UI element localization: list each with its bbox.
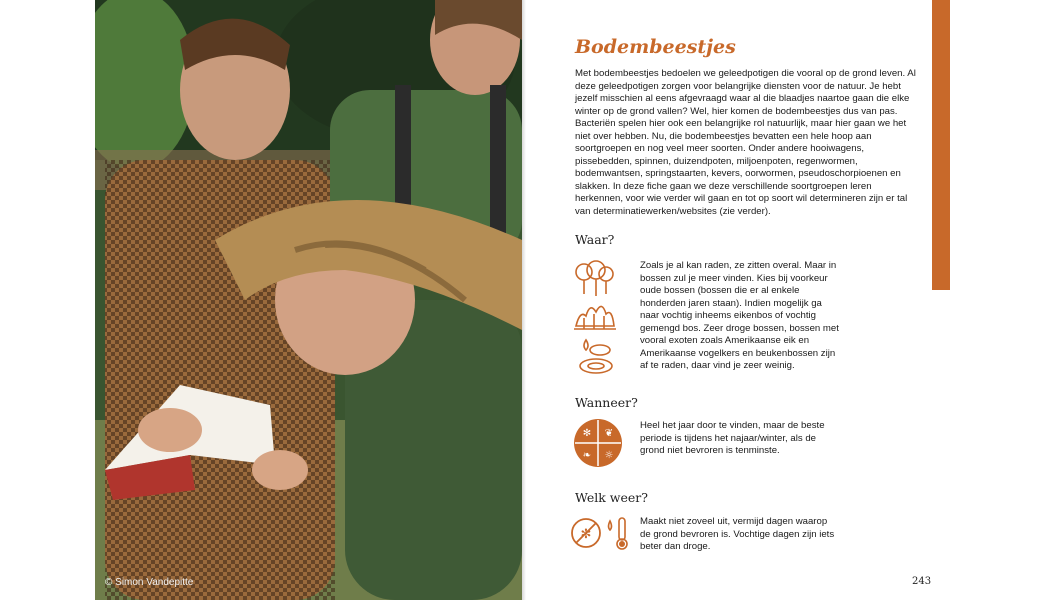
old-forest-icon bbox=[572, 296, 618, 332]
seasons-wheel-icon bbox=[573, 418, 623, 468]
svg-text:☼: ☼ bbox=[604, 450, 614, 461]
section-text-wanneer: Heel het jaar door te vinden, maar de beste periode is tijdens het najaar/winter, als de grond niet bevroren is tenminste. bbox=[640, 420, 825, 456]
photo-credit: © Simon Vandepitte bbox=[105, 577, 194, 588]
section-text-waar: Zoals je al kan raden, ze zitten overal. Maar in bossen zul je meer vinden. Kies bij voorkeur oude bossen (bossen die er al enkele honderden jaren staan). Indien mogelijk ga naar vochtig inheems eikenbos of vochtig gemengd bos. Zeer droge bossen, bossen met vooral exoten zoals Amerikaanse eik en Amerikaanse vogelkers en beukenbossen zijn af te raden, daar vind je zeer weinig. bbox=[640, 260, 839, 371]
field-photo bbox=[95, 0, 522, 600]
section-heading-weer: Welk weer? bbox=[575, 490, 648, 505]
page-number: 243 bbox=[912, 576, 932, 587]
svg-text:✻: ✻ bbox=[582, 428, 592, 439]
svg-text:❦: ❦ bbox=[604, 428, 614, 439]
thermometer-icon bbox=[606, 515, 632, 551]
section-heading-waar: Waar? bbox=[575, 232, 615, 247]
svg-text:✻: ✻ bbox=[580, 527, 592, 542]
photo-illustration bbox=[95, 0, 522, 600]
book-gutter bbox=[522, 0, 526, 600]
chapter-tab bbox=[932, 0, 950, 290]
section-text-weer: Maakt niet zoveel uit, vermijd dagen waarop de grond bevroren is. Vochtige dagen zijn iets beter dan droge. bbox=[640, 516, 835, 552]
moisture-icon bbox=[576, 336, 616, 376]
forest-icon bbox=[574, 260, 616, 300]
article-title: Bodembeestjes bbox=[575, 36, 736, 58]
no-frost-icon bbox=[570, 517, 602, 549]
section-heading-wanneer: Wanneer? bbox=[575, 395, 638, 410]
svg-text:❧: ❧ bbox=[582, 450, 592, 461]
intro-paragraph: Met bodembeestjes bedoelen we geleedpotigen die vooral op de grond leven. Al deze geleedpotigen zorgen voor belangrijke diensten voor de natuur. Je hebt jezelf misschien al eens afgevraagd waar al die blaadjes naartoe gaan die elke winter op de grond vallen? Wel, hier komen de bodembeestjes dus van pas. Bacteriën spelen hier ook een belangrijke rol natuurlijk, maar hier gaan we het niet over hebben. Nu, die bodembeestjes bevatten een hele hoop aan soortgroepen en nog veel meer soorten. Onder andere hooiwagens, pissebedden, spinnen, duizendpoten, miljoenpoten, regenwormen, bodemwantsen, springstaarten, kevers, oorwormen, pseudoschorpioenen en slakken. In deze fiche gaan we deze verschillende soortgroepen leren herkennen, voor wie verder wil gaan en tot op soort wil determineren zijn er tal van determinatiewerken/websites (zie verder). bbox=[575, 68, 916, 217]
article bbox=[575, 36, 920, 218]
